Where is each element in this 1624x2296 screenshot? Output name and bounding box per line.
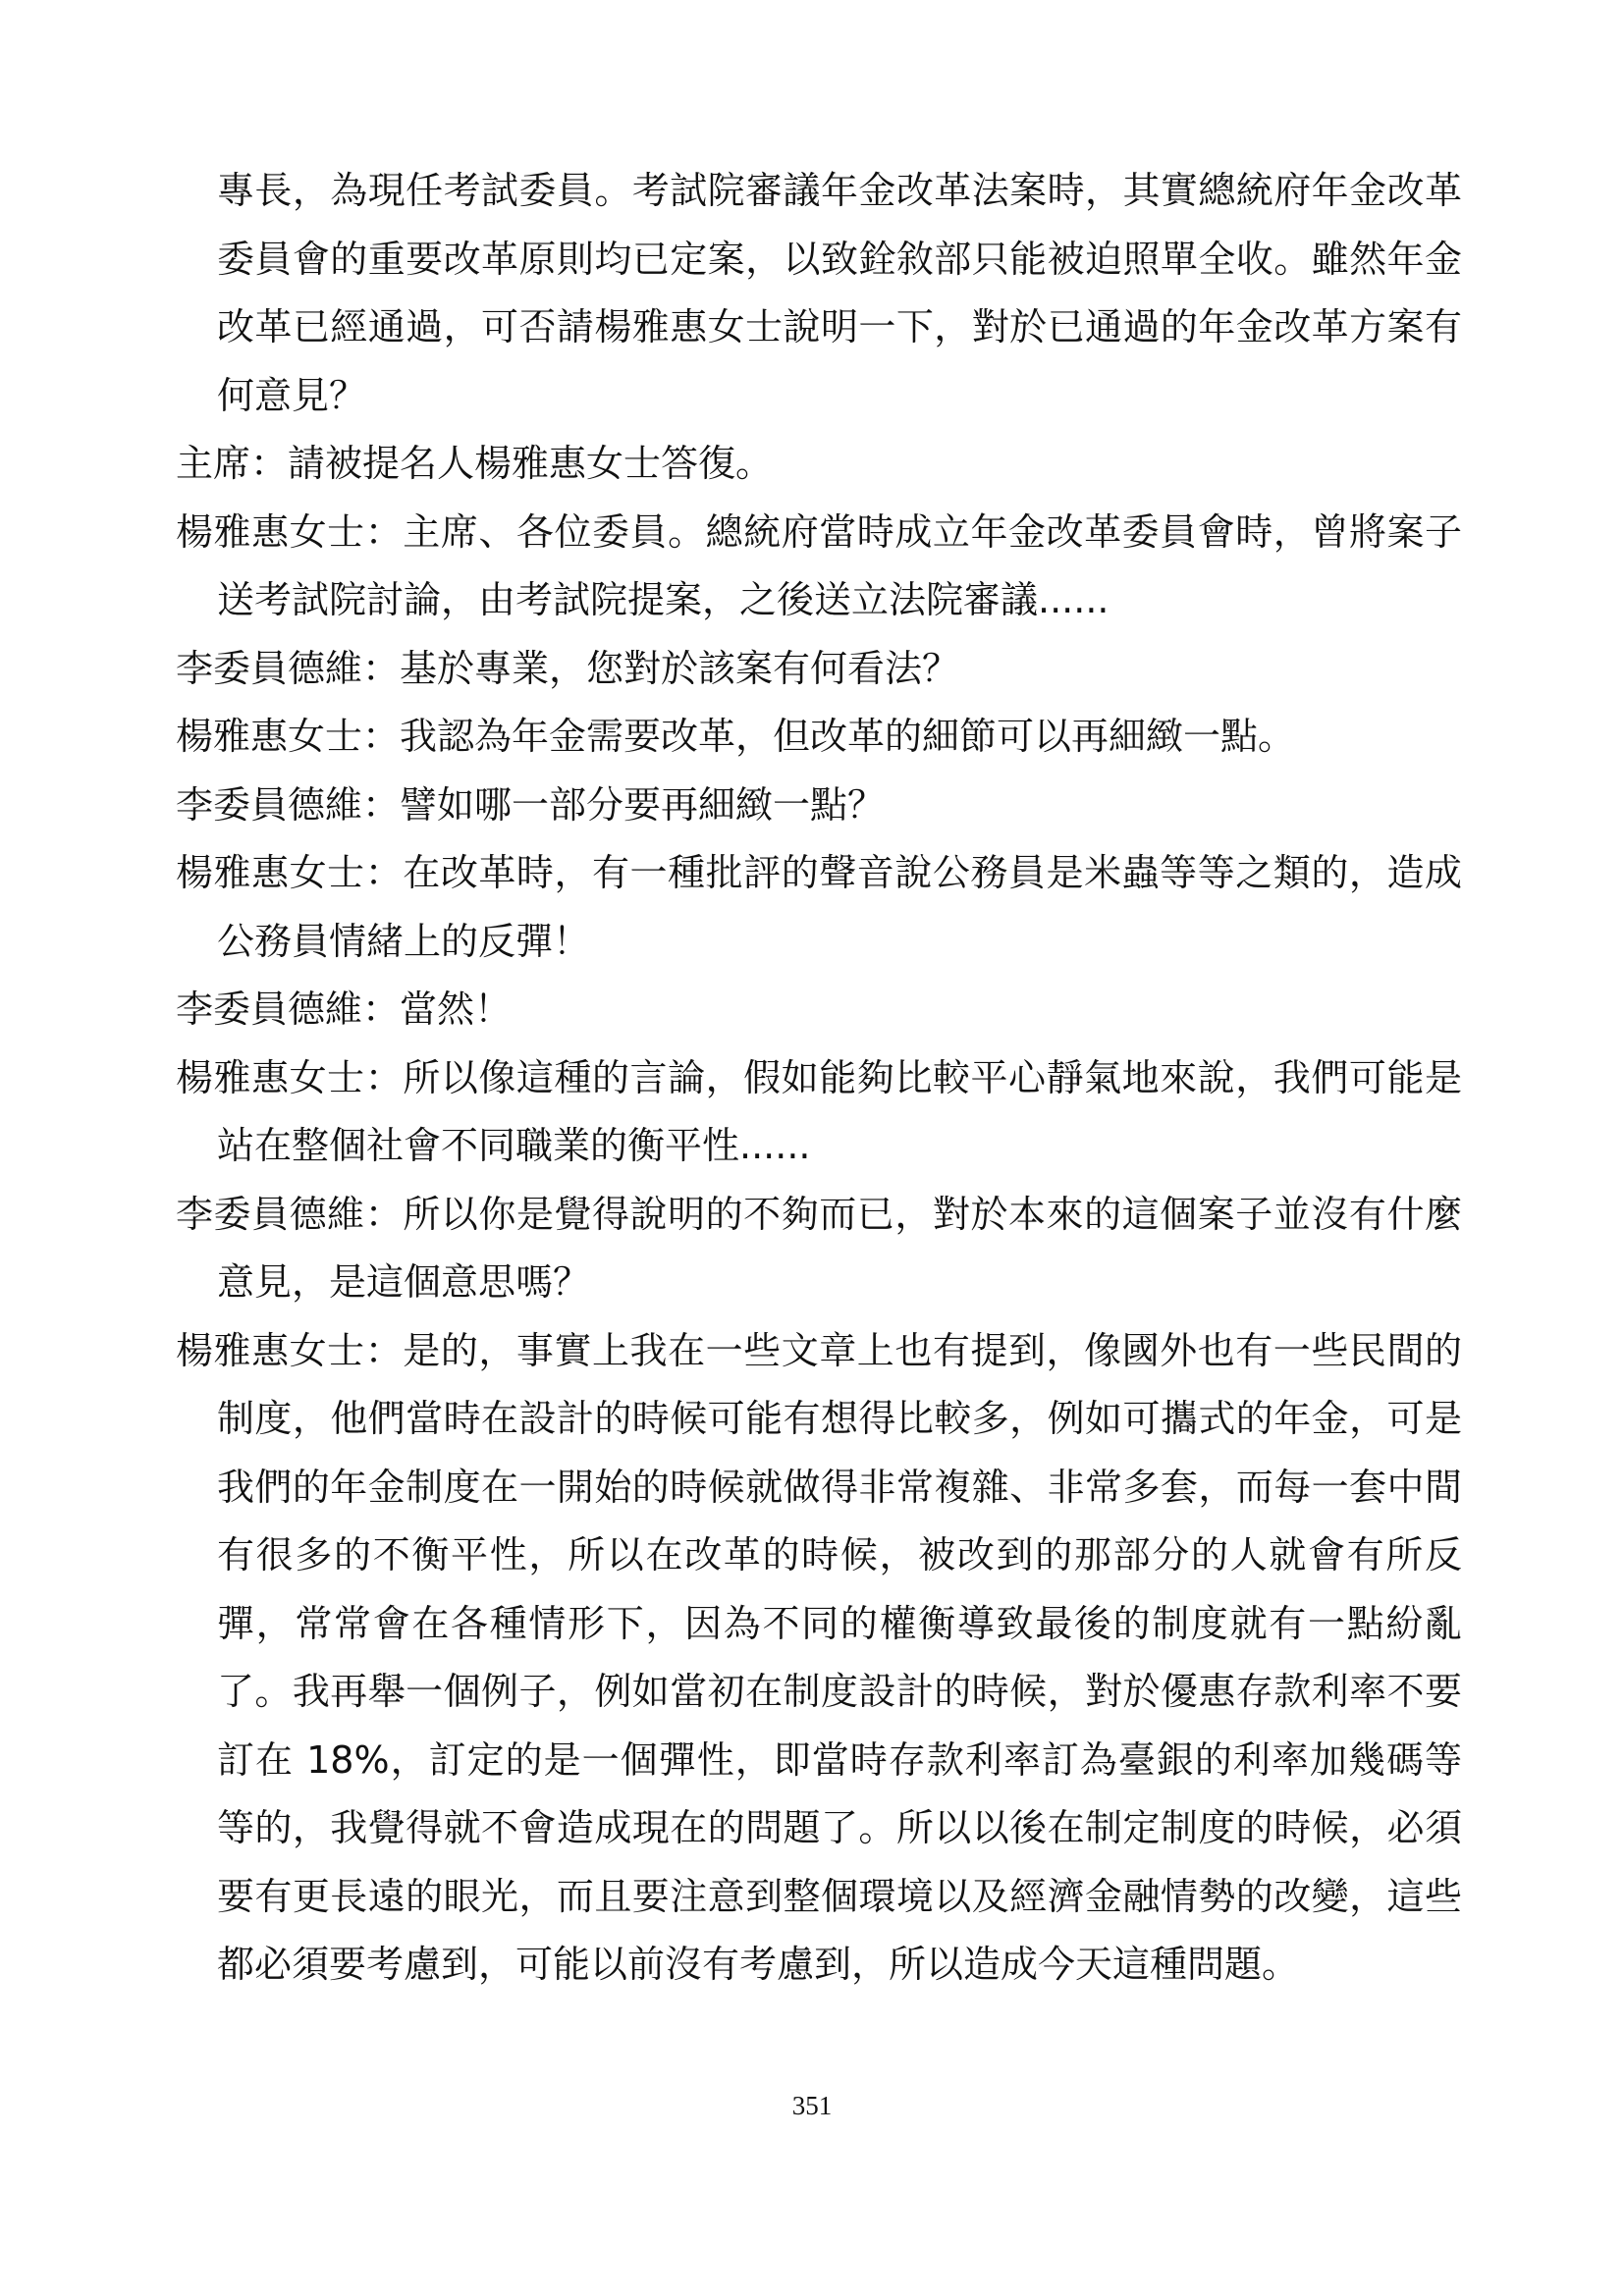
paragraph-chair-speech: 主席：請被提名人楊雅惠女士答復。 <box>176 442 774 485</box>
paragraph-yang-reply-2: 楊雅惠女士：我認為年金需要改革，但改革的細節可以再細緻一點。 <box>176 715 1296 758</box>
paragraph-yang-reply-3: 楊雅惠女士：在改革時，有一種批評的聲音說公務員是米蟲等等之類的，造成公務員情緒上的反彈！ <box>176 851 1462 963</box>
transcript-body <box>176 157 1462 2000</box>
paragraph-li-question-3: 李委員德維：所以你是覺得說明的不夠而已，對於本來的這個案子並沒有什麼意見，是這個意思嗎？ <box>176 1192 1462 1304</box>
paragraph-yang-reply-5: 楊雅惠女士：是的，事實上我在一些文章上也有提到，像國外也有一些民間的制度，他們當時在設計的時候可能有想得比較多，例如可攜式的年金，可是我們的年金制度在一開始的時候就做得非常複雜、非常多套，而每一套中間有很多的不衡平性，所以在改革的時候，被改到的那部分的人就會有所反彈，常常會在各種情形下，因為不同的權衡導致最後的制度就有一點紛亂了。我再舉一個例子，例如當初在制度設計的時候，對於優惠存款利率不要訂在 18%，訂定的是一個彈性，即當時存款利率訂為臺銀的利率加幾碼等等的，我覺得就不會造成現在的問題了。所以以後在制定制度的時候，必須要有更長遠的眼光，而且要注意到整個環境以及經濟金融情勢的改變，這些都必須要考慮到，可能以前沒有考慮到，所以造成今天這種問題。 <box>176 1328 1462 1986</box>
page-number: 351 <box>791 2091 833 2120</box>
paragraph-li-remark: 李委員德維：當然！ <box>176 988 513 1031</box>
paragraph-yang-reply-4: 楊雅惠女士：所以像這種的言論，假如能夠比較平心靜氣地來說，我們可能是站在整個社會不同職業的衡平性...... <box>176 1055 1462 1167</box>
paragraph-li-question-2: 李委員德維：譬如哪一部分要再細緻一點？ <box>176 782 886 827</box>
paragraph-li-question-1: 李委員德維：基於專業，您對於該案有何看法？ <box>176 646 960 690</box>
paragraph-yang-reply-1: 楊雅惠女士：主席、各位委員。總統府當時成立年金改革委員會時，曾將案子送考試院討論，由考試院提案，之後送立法院審議...... <box>176 509 1462 621</box>
paragraph-continuation: 專長，為現任考試委員。考試院審議年金改革法案時，其實總統府年金改革委員會的重要改革原則均已定案，以致銓敘部只能被迫照單全收。雖然年金改革已經通過，可否請楊雅惠女士說明一下，對於已通過的年金改革方案有何意見？ <box>217 169 1462 417</box>
